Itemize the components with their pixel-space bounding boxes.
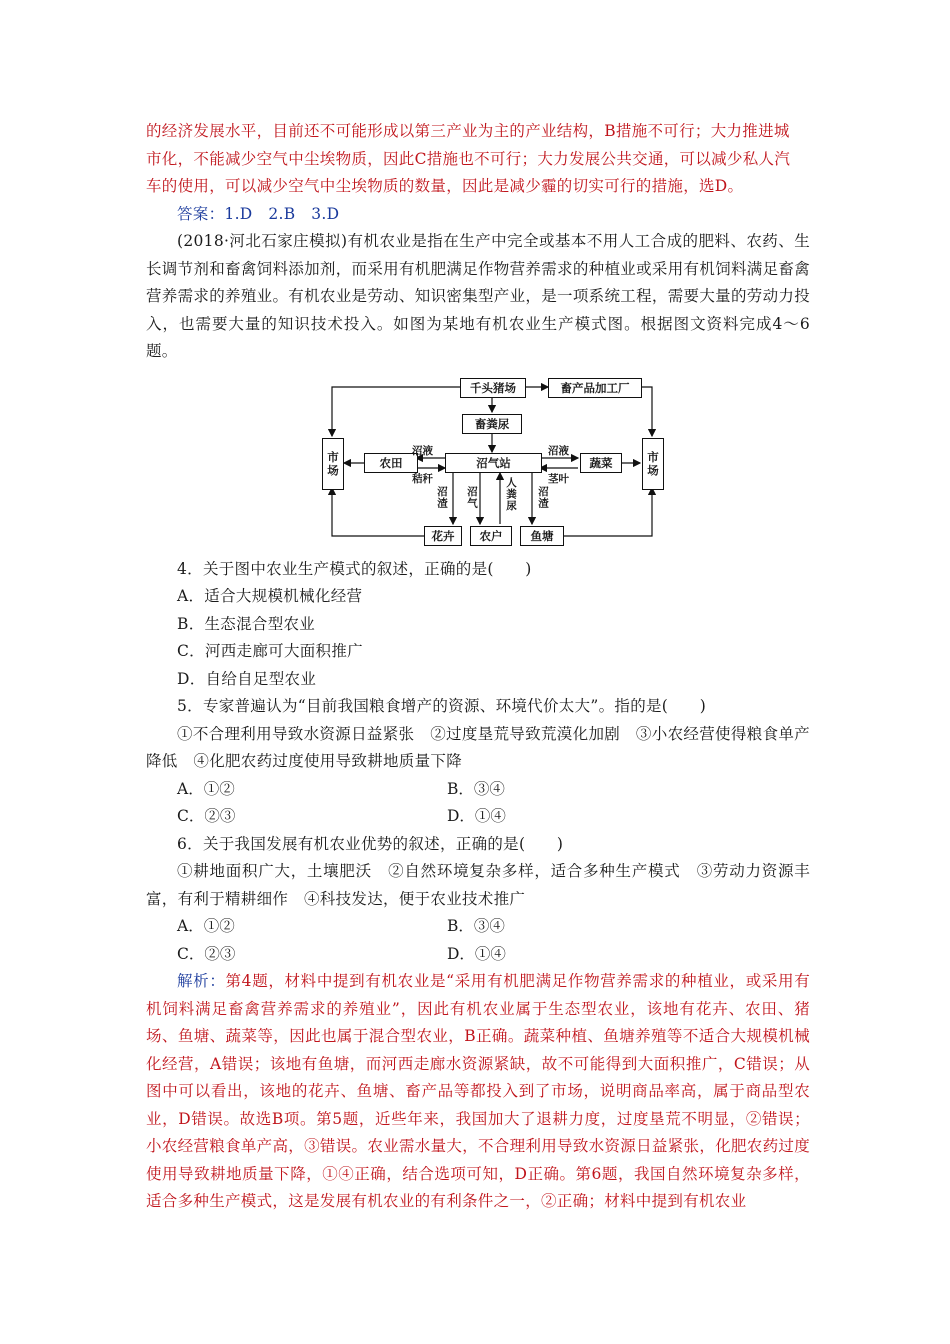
slurry-right-label: 沼液 <box>548 445 569 457</box>
q6-stem: 6．关于我国发展有机农业优势的叙述，正确的是( ) <box>177 834 564 853</box>
q5-body: ①不合理利用导致水资源日益紧张 ②过度垦荒导致荒漠化加剧 ③小农经营使得粮食单产降低 ④化肥农药过度使用导致耕地质量下降 <box>146 724 810 770</box>
farmers-box: 农户 <box>470 526 512 546</box>
prev-analysis-line-2: 市化，不能减少空气中尘埃物质，因此C措施也不可行；大力发展公共交通，可以减少私人汽 <box>146 149 791 168</box>
answer-text: 1.D 2.B 3.D <box>224 204 340 223</box>
q6-option-d: D．①④ <box>447 944 506 963</box>
q4-option-a: A．适合大规模机械化经营 <box>177 587 363 605</box>
q4-stem: 4．关于图中农业生产模式的叙述，正确的是( ) <box>177 559 532 578</box>
fishpond-box: 鱼塘 <box>520 526 564 546</box>
q6-option-a: A．①② <box>177 917 235 935</box>
prev-analysis-line-3: 车的使用，可以减少空气中尘埃物质的数量，因此是减少霾的切实可行的措施，选D。 <box>146 177 744 195</box>
q6-body: ①耕地面积广大，土壤肥沃 ②自然环境复杂多样，适合多种生产模式 ③劳动力资源丰富，有利于精耕细作 ④科技发达，便于农业技术推广 <box>146 862 810 908</box>
answer-line <box>146 201 810 229</box>
q4-option-b: B．生态混合型农业 <box>177 614 316 633</box>
human-waste-label: 人粪尿 <box>505 477 517 512</box>
biogas-station-box: 沼气站 <box>445 453 542 473</box>
q5-option-d: D．①④ <box>447 807 506 825</box>
analysis-text: 第4题，材料中提到有机农业是“采用有机肥满足作物营养需求的种植业，或采用有机饲料满足畜禽营养需求的养殖业”，因此有机农业属于生态型农业，该地有花卉、农田、猪场、鱼塘、蔬菜等，因此也属于混合型农业，B正确。蔬菜种植、鱼塘养殖等不适合大规模机械化经营，A错误；该地有鱼塘，而河西走廊水资源紧缺，故不可能得到大面积推广，C错误；从图中可以看出，该地的花卉、鱼塘、畜产品等都投入到了市场，说明商品率高，属于商品型农业，D错误。故选B项。第5题，近些年来，我国加大了退耕力度，过度垦荒不明显，②错误；小农经营粮食单产高，③错误。农业需水量大，不合理利用导致水资源日益紧张，化肥农药过度使用导致耕地质量下降，①④正确，结合选项可知，D正确。第6题，我国自然环境复杂多样，适合多种生产模式，这是发展有机农业的有利条件之一，②正确；材料中提到有机农业 <box>146 972 810 1210</box>
q5-options-row-1 <box>146 776 810 804</box>
analysis-paragraph <box>146 968 810 1216</box>
vegetables-box: 蔬菜 <box>580 453 622 473</box>
q6-option-c: C．②③ <box>177 944 236 963</box>
stems-label: 茎叶 <box>548 473 569 485</box>
q6-options-row-1 <box>146 913 810 941</box>
q5-stem: 5．专家普遍认为“目前我国粮食增产的资源、环境代价太大”。指的是( ) <box>177 697 707 715</box>
material-paragraph: (2018·河北石家庄模拟)有机农业是指在生产中完全或基本不用人工合成的肥料、农药、生长调节剂和畜禽饲料添加剂，而采用有机肥满足作物营养需求的种植业或采用有机饲料满足畜禽营养需求的养殖业。有机农业是劳动、知识密集型产业，是一项系统工程，需要大量的劳动力投入，也需要大量的知识技术投入。如图为某地有机农业生产模式图。根据图文资料完成4～6题。 <box>146 232 810 360</box>
analysis-label: 解析： <box>177 972 226 990</box>
q4-option-d: D．自给自足型农业 <box>177 669 317 688</box>
market-right-box: 市场 <box>642 438 664 490</box>
q5-option-b: B．③④ <box>447 779 505 798</box>
farmland-box: 农田 <box>364 453 418 473</box>
q5-option-c: C．②③ <box>177 807 236 825</box>
manure-box: 畜粪尿 <box>462 414 522 434</box>
straw-label: 秸秆 <box>412 473 433 485</box>
pig-farm-box: 千头猪场 <box>460 378 526 398</box>
document-page <box>146 118 810 1216</box>
organic-farming-diagram <box>320 376 664 548</box>
q5-option-a: A．①② <box>177 779 235 798</box>
answer-label: 答案： <box>177 204 225 223</box>
gas-label: 沼气 <box>466 486 478 509</box>
q5-options-row-2 <box>146 803 810 831</box>
market-left-box: 市场 <box>322 438 344 490</box>
q6-option-b: B．③④ <box>447 917 505 935</box>
processing-plant-box: 畜产品加工厂 <box>548 378 642 398</box>
prev-analysis-line-1: 的经济发展水平，目前还不可能形成以第三产业为主的产业结构，B措施不可行；大力推进城 <box>146 122 790 140</box>
slurry-left-label: 沼液 <box>412 445 433 457</box>
q6-options-row-2 <box>146 941 810 969</box>
flowers-box: 花卉 <box>424 526 462 546</box>
q4-option-c: C．河西走廊可大面积推广 <box>177 642 363 660</box>
residue-left-label: 沼渣 <box>436 486 448 509</box>
residue-right-label: 沼渣 <box>537 486 549 509</box>
